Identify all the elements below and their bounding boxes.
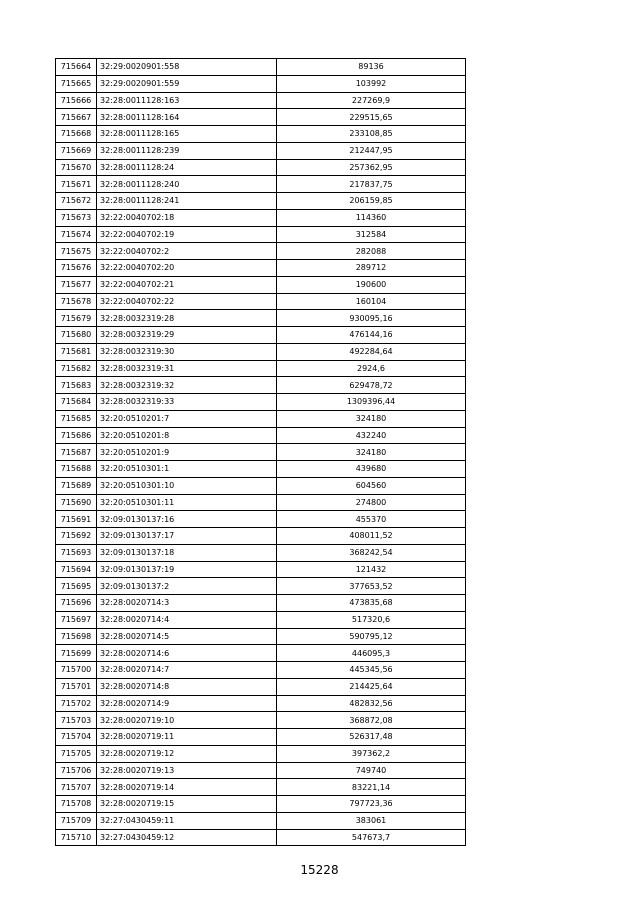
row-id: 715686: [56, 427, 97, 444]
table-body: [56, 59, 466, 846]
cadastral-number: 32:09:0130137:16: [97, 511, 277, 528]
row-id: 715691: [56, 511, 97, 528]
table-row: [56, 343, 466, 360]
table-row: [56, 561, 466, 578]
cadastral-value: 114360: [277, 209, 466, 226]
row-id: 715666: [56, 92, 97, 109]
row-id: 715704: [56, 729, 97, 746]
row-id: 715684: [56, 394, 97, 411]
table-row: [56, 695, 466, 712]
cadastral-number: 32:09:0130137:19: [97, 561, 277, 578]
cadastral-number: 32:20:0510201:8: [97, 427, 277, 444]
cadastral-number: 32:28:0011128:24: [97, 159, 277, 176]
row-id: 715694: [56, 561, 97, 578]
table-row: [56, 444, 466, 461]
cadastral-number: 32:28:0020714:7: [97, 662, 277, 679]
row-id: 715687: [56, 444, 97, 461]
row-id: 715688: [56, 461, 97, 478]
row-id: 715676: [56, 260, 97, 277]
table-row: [56, 812, 466, 829]
cadastral-number: 32:20:0510301:10: [97, 477, 277, 494]
table-row: [56, 243, 466, 260]
table-row: [56, 678, 466, 695]
cadastral-value: 473835,68: [277, 595, 466, 612]
table-row: [56, 544, 466, 561]
row-id: 715693: [56, 544, 97, 561]
cadastral-value: 455370: [277, 511, 466, 528]
table-row: [56, 762, 466, 779]
table-row: [56, 779, 466, 796]
table-row: [56, 126, 466, 143]
table-row: [56, 176, 466, 193]
table-row: [56, 193, 466, 210]
cadastral-number: 32:28:0032319:33: [97, 394, 277, 411]
cadastral-number: 32:28:0020714:4: [97, 611, 277, 628]
cadastral-number: 32:28:0020714:8: [97, 678, 277, 695]
table-row: [56, 377, 466, 394]
cadastral-value: 492284,64: [277, 343, 466, 360]
cadastral-number: 32:28:0020714:9: [97, 695, 277, 712]
cadastral-value: 212447,95: [277, 142, 466, 159]
page-number: 15228: [300, 863, 339, 877]
table-row: [56, 494, 466, 511]
row-id: 715699: [56, 645, 97, 662]
row-id: 715706: [56, 762, 97, 779]
cadastral-value: 103992: [277, 75, 466, 92]
cadastral-number: 32:22:0040702:22: [97, 293, 277, 310]
table-row: [56, 360, 466, 377]
table-row: [56, 528, 466, 545]
table-row: [56, 410, 466, 427]
cadastral-number: 32:20:0510201:9: [97, 444, 277, 461]
row-id: 715692: [56, 528, 97, 545]
table-row: [56, 394, 466, 411]
cadastral-number: 32:09:0130137:17: [97, 528, 277, 545]
cadastral-value: 482832,56: [277, 695, 466, 712]
table-row: [56, 712, 466, 729]
cadastral-number: 32:28:0020719:14: [97, 779, 277, 796]
cadastral-value: 445345,56: [277, 662, 466, 679]
cadastral-value-table: [55, 58, 466, 846]
cadastral-number: 32:22:0040702:19: [97, 226, 277, 243]
row-id: 715672: [56, 193, 97, 210]
row-id: 715696: [56, 595, 97, 612]
row-id: 715707: [56, 779, 97, 796]
table-row: [56, 796, 466, 813]
cadastral-number: 32:27:0430459:12: [97, 829, 277, 846]
cadastral-value: 206159,85: [277, 193, 466, 210]
row-id: 715668: [56, 126, 97, 143]
cadastral-value: 312584: [277, 226, 466, 243]
table-row: [56, 209, 466, 226]
row-id: 715674: [56, 226, 97, 243]
table-row: [56, 461, 466, 478]
row-id: 715702: [56, 695, 97, 712]
row-id: 715678: [56, 293, 97, 310]
row-id: 715703: [56, 712, 97, 729]
cadastral-number: 32:28:0020719:13: [97, 762, 277, 779]
cadastral-value: 377653,52: [277, 578, 466, 595]
table-row: [56, 511, 466, 528]
table-row: [56, 578, 466, 595]
cadastral-value: 397362,2: [277, 745, 466, 762]
row-id: 715673: [56, 209, 97, 226]
row-id: 715698: [56, 628, 97, 645]
row-id: 715682: [56, 360, 97, 377]
table-row: [56, 226, 466, 243]
cadastral-value: 282088: [277, 243, 466, 260]
cadastral-number: 32:22:0040702:18: [97, 209, 277, 226]
row-id: 715695: [56, 578, 97, 595]
cadastral-value: 590795,12: [277, 628, 466, 645]
cadastral-value: 274800: [277, 494, 466, 511]
cadastral-number: 32:28:0032319:30: [97, 343, 277, 360]
table-row: [56, 159, 466, 176]
cadastral-number: 32:28:0020719:11: [97, 729, 277, 746]
cadastral-number: 32:28:0011128:239: [97, 142, 277, 159]
cadastral-value: 408011,52: [277, 528, 466, 545]
cadastral-value: 547673,7: [277, 829, 466, 846]
table-row: [56, 628, 466, 645]
row-id: 715683: [56, 377, 97, 394]
cadastral-value: 446095,3: [277, 645, 466, 662]
table-row: [56, 662, 466, 679]
cadastral-value: 476144,16: [277, 327, 466, 344]
cadastral-value: 83221,14: [277, 779, 466, 796]
cadastral-number: 32:28:0020714:6: [97, 645, 277, 662]
row-id: 715681: [56, 343, 97, 360]
table-row: [56, 92, 466, 109]
cadastral-value: 214425,64: [277, 678, 466, 695]
cadastral-number: 32:28:0020714:3: [97, 595, 277, 612]
table-row: [56, 59, 466, 76]
cadastral-value: 368242,54: [277, 544, 466, 561]
row-id: 715708: [56, 796, 97, 813]
row-id: 715680: [56, 327, 97, 344]
cadastral-value: 526317,48: [277, 729, 466, 746]
row-id: 715670: [56, 159, 97, 176]
row-id: 715697: [56, 611, 97, 628]
row-id: 715677: [56, 276, 97, 293]
cadastral-value: 368872,08: [277, 712, 466, 729]
table-row: [56, 293, 466, 310]
cadastral-number: 32:28:0032319:28: [97, 310, 277, 327]
table-row: [56, 477, 466, 494]
cadastral-number: 32:09:0130137:2: [97, 578, 277, 595]
table-row: [56, 595, 466, 612]
cadastral-number: 32:29:0020901:558: [97, 59, 277, 76]
cadastral-number: 32:28:0011128:240: [97, 176, 277, 193]
cadastral-number: 32:28:0020719:12: [97, 745, 277, 762]
table-row: [56, 829, 466, 846]
row-id: 715700: [56, 662, 97, 679]
cadastral-value: 121432: [277, 561, 466, 578]
cadastral-value: 233108,85: [277, 126, 466, 143]
cadastral-value: 257362,95: [277, 159, 466, 176]
cadastral-number: 32:28:0020714:5: [97, 628, 277, 645]
row-id: 715667: [56, 109, 97, 126]
row-id: 715705: [56, 745, 97, 762]
cadastral-value: 432240: [277, 427, 466, 444]
cadastral-number: 32:28:0011128:164: [97, 109, 277, 126]
cadastral-value: 289712: [277, 260, 466, 277]
cadastral-value: 749740: [277, 762, 466, 779]
row-id: 715701: [56, 678, 97, 695]
row-id: 715675: [56, 243, 97, 260]
row-id: 715665: [56, 75, 97, 92]
table-row: [56, 327, 466, 344]
cadastral-number: 32:20:0510301:11: [97, 494, 277, 511]
cadastral-number: 32:28:0011128:165: [97, 126, 277, 143]
table-row: [56, 729, 466, 746]
table-row: [56, 645, 466, 662]
table-row: [56, 611, 466, 628]
cadastral-value: 1309396,44: [277, 394, 466, 411]
cadastral-value: 517320,6: [277, 611, 466, 628]
cadastral-value: 190600: [277, 276, 466, 293]
table-row: [56, 310, 466, 327]
cadastral-value: 89136: [277, 59, 466, 76]
row-id: 715709: [56, 812, 97, 829]
table-row: [56, 142, 466, 159]
cadastral-number: 32:22:0040702:2: [97, 243, 277, 260]
cadastral-value: 229515,65: [277, 109, 466, 126]
cadastral-value: 629478,72: [277, 377, 466, 394]
cadastral-number: 32:09:0130137:18: [97, 544, 277, 561]
cadastral-number: 32:28:0011128:241: [97, 193, 277, 210]
cadastral-number: 32:20:0510201:7: [97, 410, 277, 427]
cadastral-number: 32:28:0020719:10: [97, 712, 277, 729]
row-id: 715679: [56, 310, 97, 327]
cadastral-number: 32:22:0040702:21: [97, 276, 277, 293]
cadastral-value: 383061: [277, 812, 466, 829]
table-row: [56, 276, 466, 293]
cadastral-value: 2924,6: [277, 360, 466, 377]
cadastral-value: 160104: [277, 293, 466, 310]
table-row: [56, 427, 466, 444]
cadastral-number: 32:27:0430459:11: [97, 812, 277, 829]
row-id: 715690: [56, 494, 97, 511]
cadastral-number: 32:22:0040702:20: [97, 260, 277, 277]
cadastral-value: 227269,9: [277, 92, 466, 109]
cadastral-value: 324180: [277, 410, 466, 427]
cadastral-number: 32:28:0032319:29: [97, 327, 277, 344]
row-id: 715669: [56, 142, 97, 159]
cadastral-number: 32:28:0032319:31: [97, 360, 277, 377]
cadastral-number: 32:28:0020719:15: [97, 796, 277, 813]
table-row: [56, 109, 466, 126]
row-id: 715685: [56, 410, 97, 427]
row-id: 715671: [56, 176, 97, 193]
cadastral-value: 217837,75: [277, 176, 466, 193]
row-id: 715689: [56, 477, 97, 494]
cadastral-number: 32:28:0032319:32: [97, 377, 277, 394]
cadastral-number: 32:28:0011128:163: [97, 92, 277, 109]
row-id: 715664: [56, 59, 97, 76]
table-row: [56, 745, 466, 762]
table-row: [56, 75, 466, 92]
cadastral-value: 604560: [277, 477, 466, 494]
cadastral-value: 324180: [277, 444, 466, 461]
row-id: 715710: [56, 829, 97, 846]
cadastral-number: 32:29:0020901:559: [97, 75, 277, 92]
cadastral-value: 930095,16: [277, 310, 466, 327]
cadastral-number: 32:20:0510301:1: [97, 461, 277, 478]
cadastral-value: 439680: [277, 461, 466, 478]
table-row: [56, 260, 466, 277]
cadastral-value: 797723,36: [277, 796, 466, 813]
